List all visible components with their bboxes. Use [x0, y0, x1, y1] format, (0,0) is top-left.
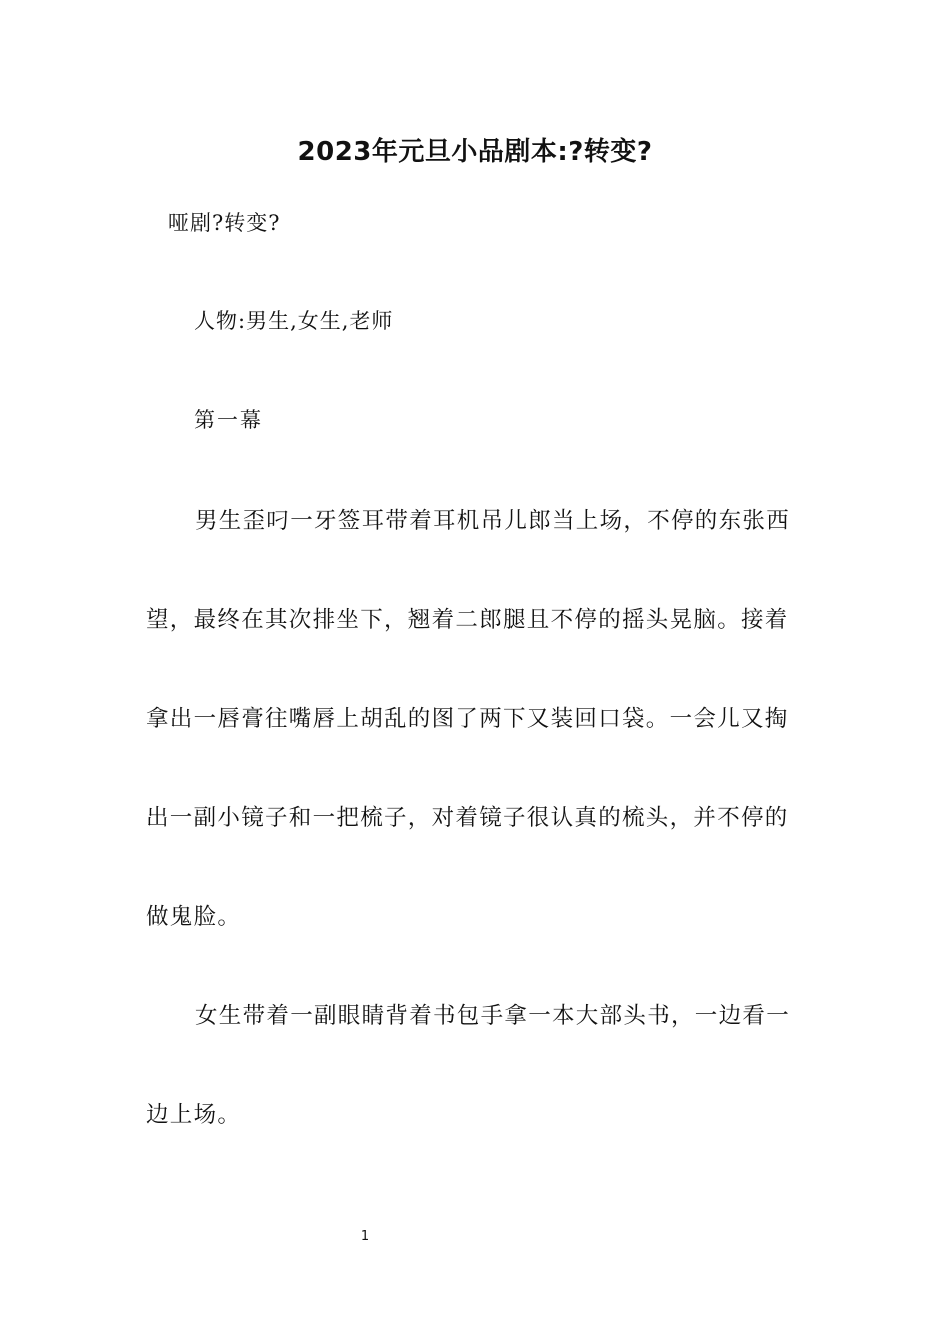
act-heading: 第一幕 [194, 408, 263, 432]
paragraph-boy-entrance: 男生歪叼一牙签耳带着耳机吊儿郎当上场，不停的东张西望，最终在其次排坐下，翘着二郎腿且不停的摇头晃脑。接着拿出一唇膏往嘴唇上胡乱的图了两下又装回口袋。一会儿又掏出一副小镜子和一把梳子，对着镜子很认真的梳头，并不停的做鬼脸。 [146, 508, 791, 930]
page-title: 2023年元旦小品剧本:?转变? [297, 137, 653, 167]
paragraph-girl-entrance: 女生带着一副眼睛背着书包手拿一本大部头书，一边看一边上场。 [146, 1003, 791, 1128]
page-number: 1 [360, 1229, 370, 1244]
character-list: 人物:男生,女生,老师 [194, 309, 394, 333]
play-subtitle: 哑剧?转变? [168, 211, 281, 235]
